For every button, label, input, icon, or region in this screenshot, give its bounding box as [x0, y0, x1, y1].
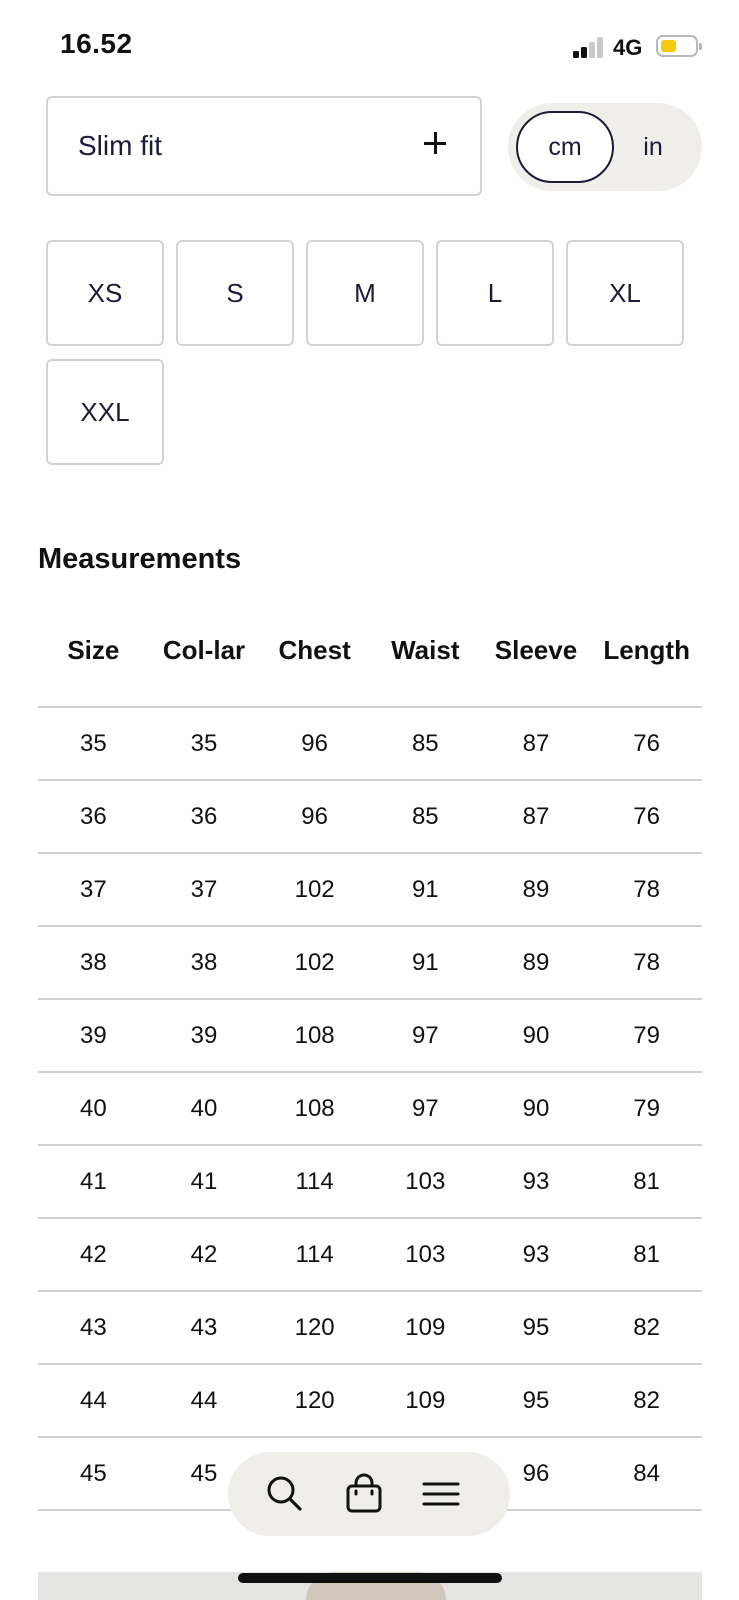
- table-cell: 35: [38, 707, 149, 780]
- table-cell: 44: [38, 1364, 149, 1437]
- table-header-row: [38, 594, 702, 707]
- table-cell: 45: [38, 1437, 149, 1510]
- plus-icon[interactable]: [424, 132, 446, 154]
- table-cell: 87: [481, 780, 592, 853]
- table-cell: 40: [38, 1072, 149, 1145]
- size-button-xs[interactable]: XS: [46, 240, 164, 346]
- table-cell: 78: [591, 926, 702, 999]
- table-cell: 89: [481, 853, 592, 926]
- table-cell: 120: [259, 1291, 370, 1364]
- battery-icon: [656, 35, 698, 57]
- table-row: [38, 1218, 702, 1291]
- table-cell: 90: [481, 1072, 592, 1145]
- table-cell: 93: [481, 1218, 592, 1291]
- table-cell: 102: [259, 926, 370, 999]
- table-cell: 79: [591, 999, 702, 1072]
- table-cell: 95: [481, 1364, 592, 1437]
- column-header-size: Size: [38, 594, 149, 707]
- table-cell: 109: [370, 1364, 481, 1437]
- table-cell: 84: [591, 1437, 702, 1510]
- table-cell: 96: [259, 780, 370, 853]
- table-cell: 44: [149, 1364, 260, 1437]
- table-cell: 85: [370, 707, 481, 780]
- unit-toggle[interactable]: [508, 103, 702, 191]
- table-row: [38, 780, 702, 853]
- unit-option-cm[interactable]: cm: [516, 111, 614, 183]
- home-indicator[interactable]: [238, 1573, 502, 1583]
- measurements-title: Measurements: [38, 543, 242, 575]
- table-row: [38, 1364, 702, 1437]
- table-cell: 87: [481, 707, 592, 780]
- cellular-signal-icon: [573, 36, 607, 58]
- table-row: [38, 853, 702, 926]
- table-cell: 37: [38, 853, 149, 926]
- table-cell: 82: [591, 1291, 702, 1364]
- table-cell: 114: [259, 1145, 370, 1218]
- table-cell: 79: [591, 1072, 702, 1145]
- table-cell: 43: [38, 1291, 149, 1364]
- menu-icon[interactable]: [418, 1471, 464, 1517]
- table-cell: 36: [38, 780, 149, 853]
- table-cell: 42: [149, 1218, 260, 1291]
- column-header-length: Length: [591, 594, 702, 707]
- shopping-bag-icon[interactable]: [341, 1471, 387, 1517]
- search-icon[interactable]: [262, 1471, 308, 1517]
- table-cell: 97: [370, 999, 481, 1072]
- table-cell: 35: [149, 707, 260, 780]
- fit-label: Slim fit: [78, 130, 162, 161]
- table-cell: 78: [591, 853, 702, 926]
- table-cell: 120: [259, 1364, 370, 1437]
- size-button-xxl[interactable]: XXL: [46, 359, 164, 465]
- table-cell: 91: [370, 853, 481, 926]
- table-cell: 102: [259, 853, 370, 926]
- table-cell: 81: [591, 1145, 702, 1218]
- measurements-table: [38, 594, 702, 1511]
- table-cell: 40: [149, 1072, 260, 1145]
- table-cell: 36: [149, 780, 260, 853]
- size-button-xl[interactable]: XL: [566, 240, 684, 346]
- size-button-s[interactable]: S: [176, 240, 294, 346]
- table-row: [38, 707, 702, 780]
- table-cell: 91: [370, 926, 481, 999]
- table-cell: 103: [370, 1145, 481, 1218]
- table-cell: 42: [38, 1218, 149, 1291]
- table-cell: 38: [38, 926, 149, 999]
- table-row: [38, 1072, 702, 1145]
- unit-option-in[interactable]: in: [643, 132, 663, 161]
- table-cell: 37: [149, 853, 260, 926]
- table-cell: 95: [481, 1291, 592, 1364]
- network-type: 4G: [613, 35, 643, 60]
- table-cell: 43: [149, 1291, 260, 1364]
- table-row: [38, 1291, 702, 1364]
- table-cell: 39: [149, 999, 260, 1072]
- table-cell: 45: [149, 1437, 260, 1510]
- table-cell: 82: [591, 1364, 702, 1437]
- table-cell: 96: [259, 707, 370, 780]
- table-cell: 109: [370, 1291, 481, 1364]
- table-cell: 90: [481, 999, 592, 1072]
- column-header-sleeve: Sleeve: [481, 594, 592, 707]
- table-cell: 108: [259, 999, 370, 1072]
- table-cell: 81: [591, 1218, 702, 1291]
- battery-level: [661, 40, 676, 52]
- table-cell: 96: [481, 1437, 592, 1510]
- table-cell: 108: [259, 1072, 370, 1145]
- table-cell: 76: [591, 780, 702, 853]
- status-time: 16.52: [60, 28, 133, 59]
- column-header-waist: Waist: [370, 594, 481, 707]
- table-cell: 85: [370, 780, 481, 853]
- table-row: [38, 999, 702, 1072]
- size-button-l[interactable]: L: [436, 240, 554, 346]
- column-header-collar: Col-lar: [149, 594, 260, 707]
- table-cell: 93: [481, 1145, 592, 1218]
- table-row: [38, 1145, 702, 1218]
- table-cell: 97: [370, 1072, 481, 1145]
- column-header-chest: Chest: [259, 594, 370, 707]
- table-cell: 41: [38, 1145, 149, 1218]
- table-cell: 89: [481, 926, 592, 999]
- table-cell: 39: [38, 999, 149, 1072]
- size-button-m[interactable]: M: [306, 240, 424, 346]
- table-cell: 41: [149, 1145, 260, 1218]
- status-bar: [0, 0, 739, 90]
- table-cell: 114: [259, 1218, 370, 1291]
- table-cell: 76: [591, 707, 702, 780]
- table-cell: 38: [149, 926, 260, 999]
- table-row: [38, 926, 702, 999]
- fit-selector[interactable]: [46, 96, 482, 196]
- bottom-nav: [228, 1452, 510, 1536]
- table-cell: 103: [370, 1218, 481, 1291]
